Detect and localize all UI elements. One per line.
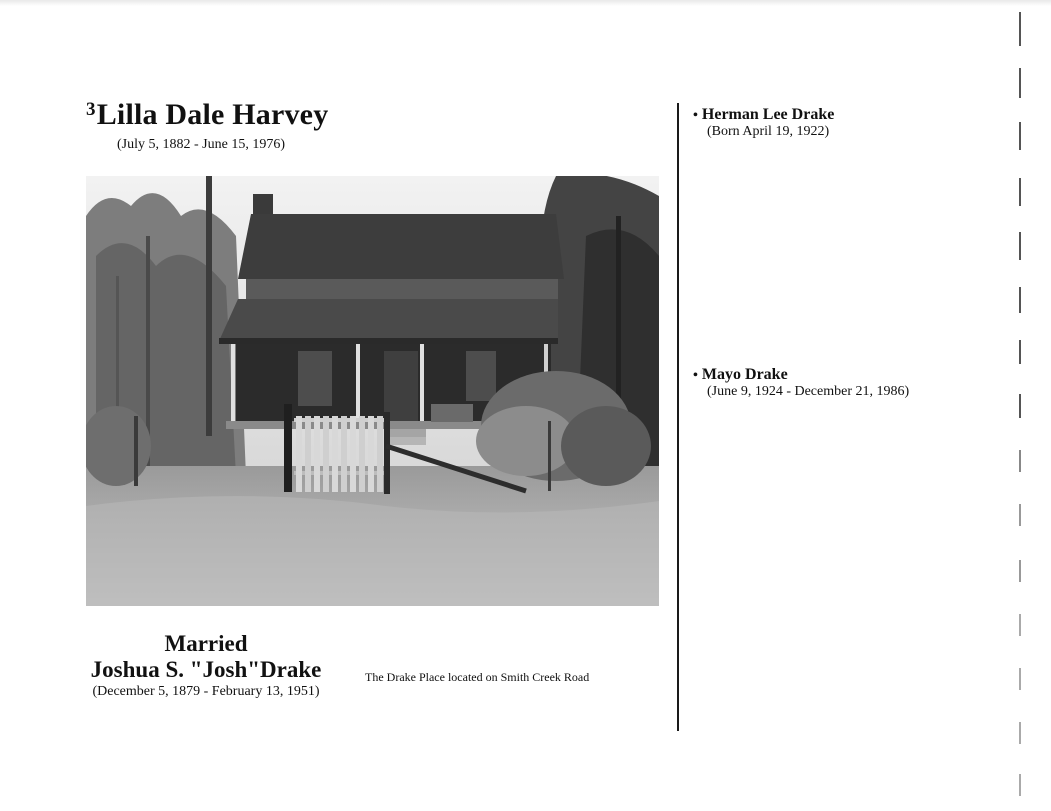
upper-roof	[238, 214, 564, 279]
scan-shadow	[0, 0, 1051, 6]
generation-number: 3	[86, 99, 96, 120]
child-name: Mayo Drake	[701, 366, 788, 383]
bullet-icon: •	[693, 108, 698, 123]
person-title	[86, 98, 328, 132]
child-name-line	[693, 366, 909, 384]
child-name-line	[693, 106, 834, 124]
scan-edge-mark	[1019, 178, 1021, 206]
scan-edge-mark	[1019, 394, 1021, 418]
house-photo	[86, 176, 659, 606]
porch-roof	[219, 299, 558, 341]
married-label: Married	[164, 631, 248, 656]
bullet-icon: •	[693, 368, 698, 383]
person-name: Lilla Dale Harvey	[96, 98, 329, 131]
child-name: Herman Lee Drake	[701, 106, 835, 123]
scan-edge-mark	[1019, 614, 1021, 636]
child-entry	[693, 106, 834, 140]
photo-caption: The Drake Place located on Smith Creek Road	[365, 670, 590, 684]
scan-edge-mark	[1019, 450, 1021, 472]
child-dates: (June 9, 1924 - December 21, 1986)	[707, 384, 910, 399]
spouse-name: Joshua S. "Josh"Drake	[90, 657, 322, 682]
scan-edge-mark	[1019, 12, 1021, 46]
scan-edge-mark	[1019, 504, 1021, 526]
child-entry	[693, 366, 909, 400]
scan-edge-mark	[1019, 340, 1021, 364]
scan-edge-mark	[1019, 122, 1021, 150]
scan-edge-mark	[1019, 232, 1021, 260]
scan-edge-mark	[1019, 668, 1021, 690]
person-dates: (July 5, 1882 - June 15, 1976)	[117, 137, 285, 152]
spouse-dates: (December 5, 1879 - February 13, 1951)	[92, 684, 320, 699]
scan-edge-mark	[1019, 722, 1021, 744]
scan-edge-mark	[1019, 560, 1021, 582]
vertical-divider	[677, 103, 679, 731]
scan-edge-mark	[1019, 287, 1021, 313]
scan-edge-mark	[1019, 68, 1021, 98]
child-dates: (Born April 19, 1922)	[707, 124, 830, 139]
scan-edge-mark	[1019, 774, 1021, 796]
